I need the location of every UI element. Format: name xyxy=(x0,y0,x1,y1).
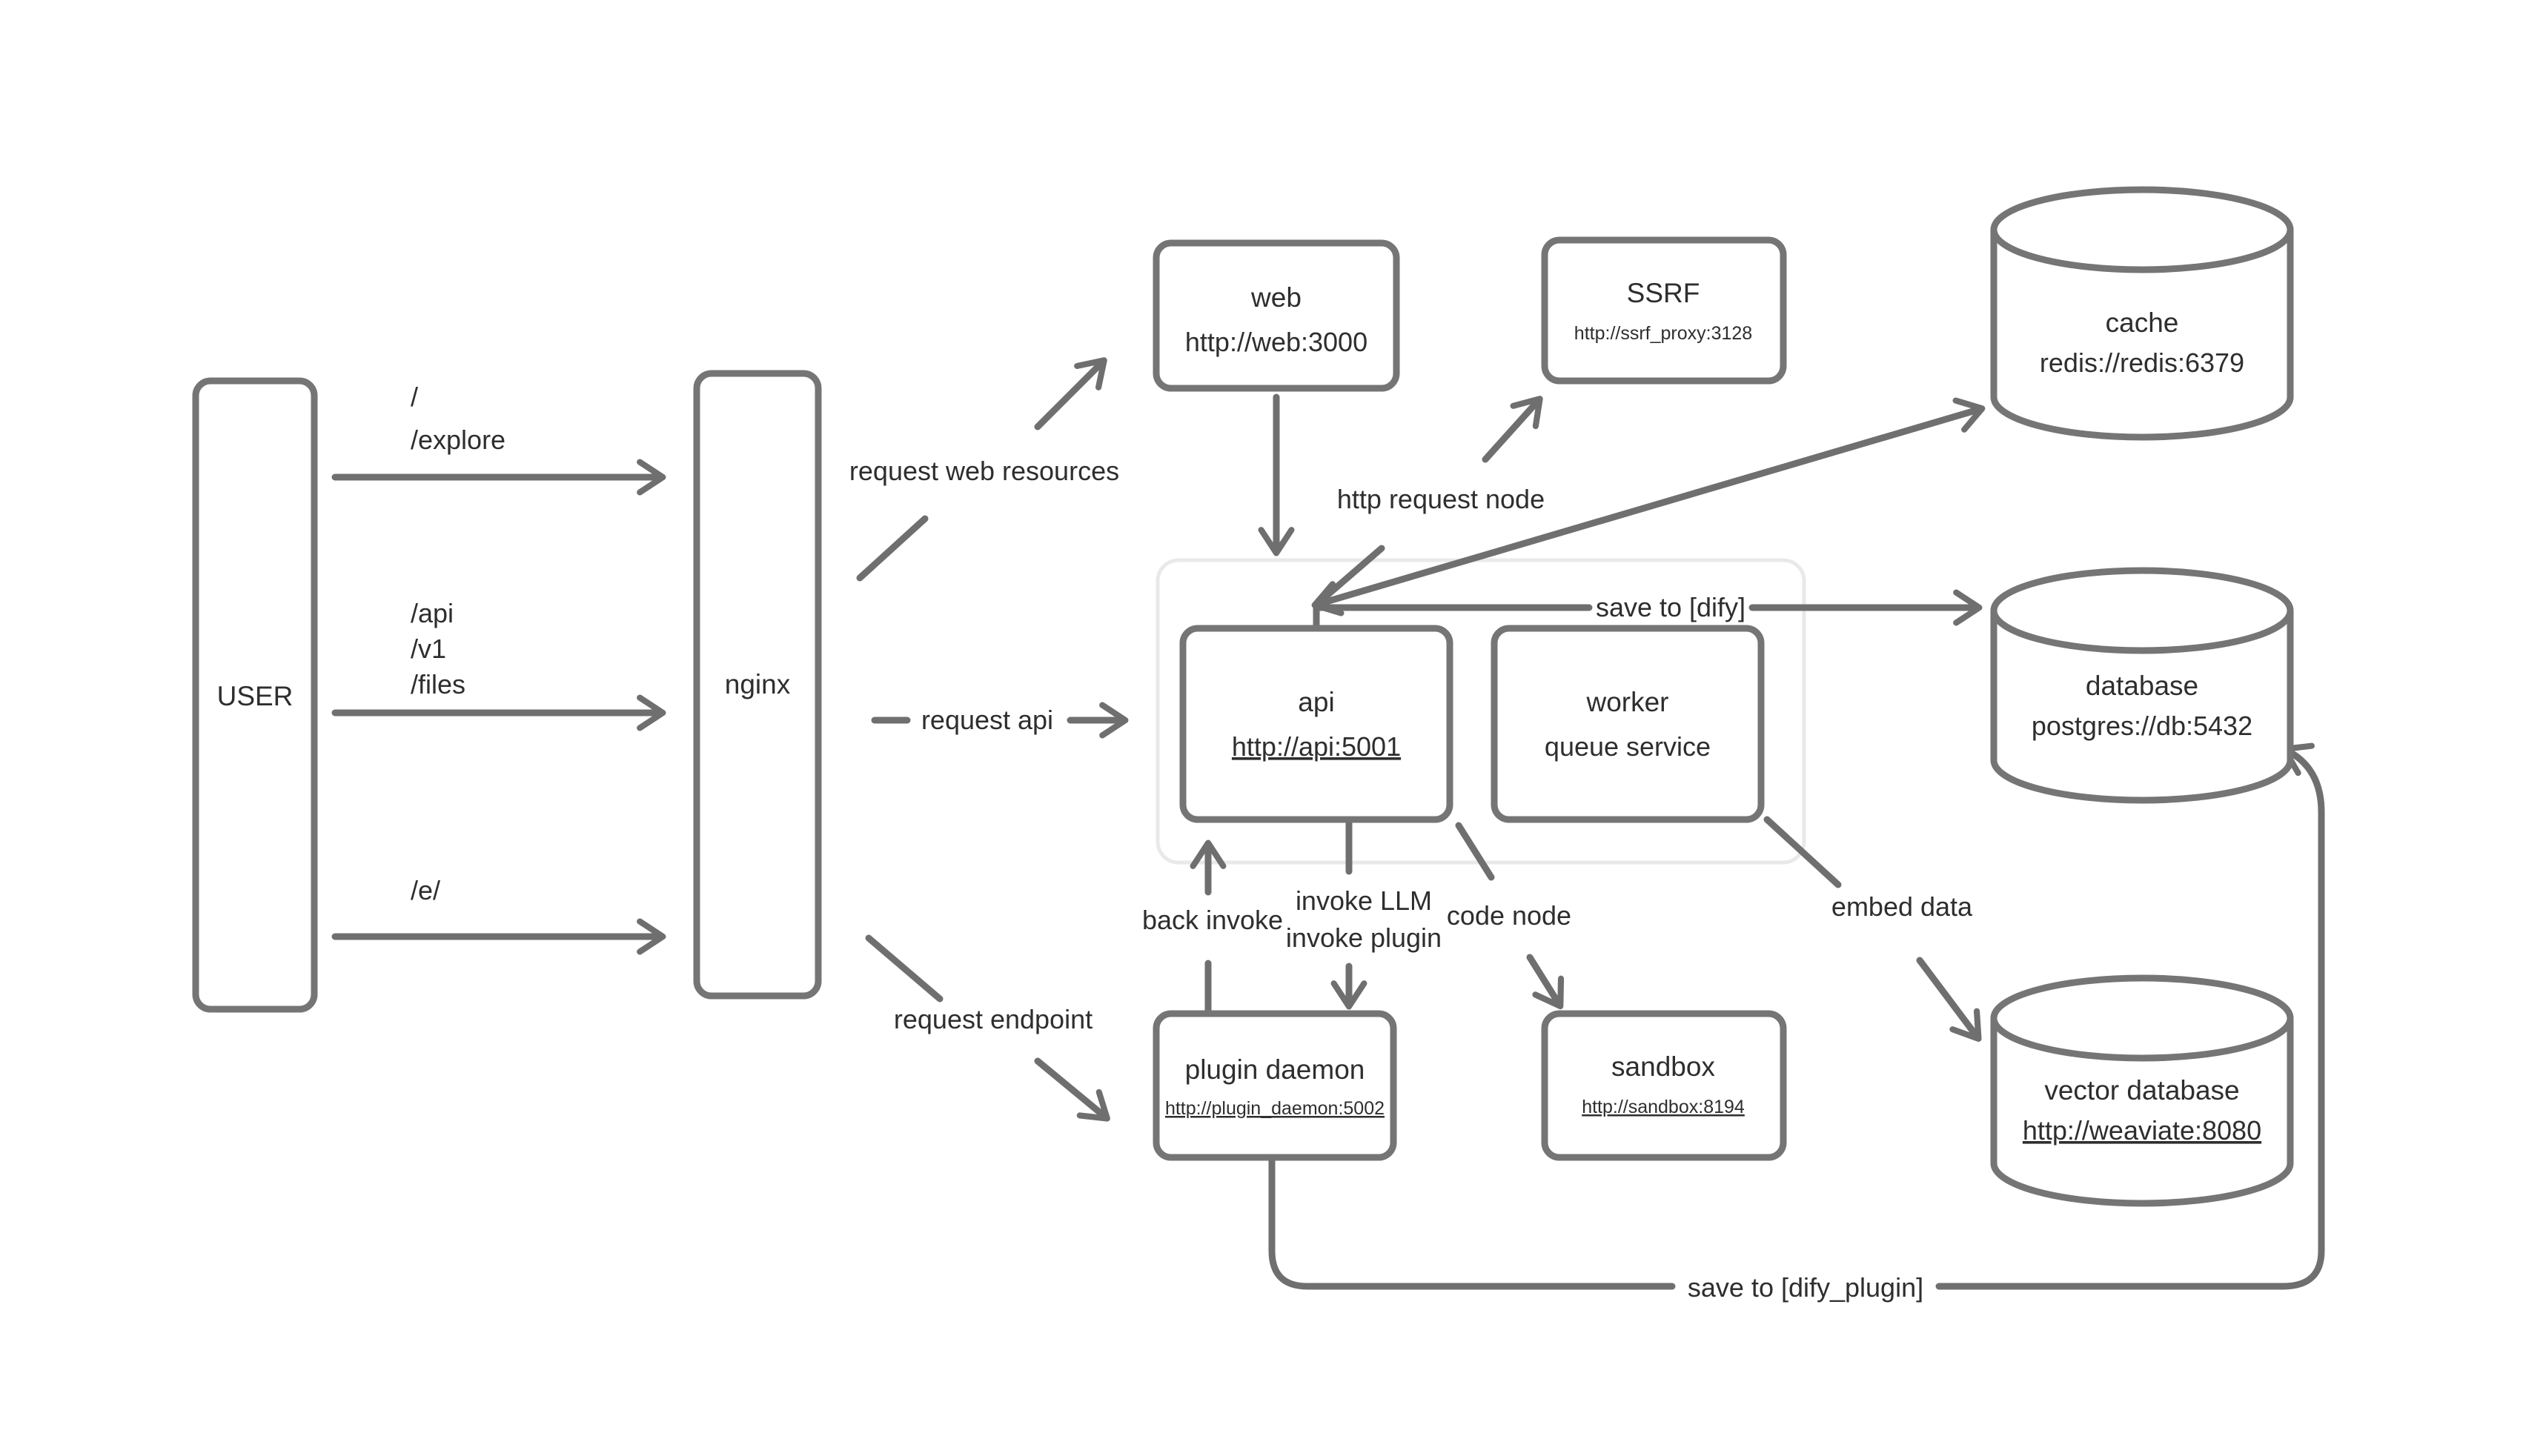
web-node xyxy=(1156,243,1396,388)
vector-database-title: vector database xyxy=(2044,1075,2240,1106)
database-title: database xyxy=(2085,671,2199,701)
label-request-web-resources: request web resources xyxy=(849,456,1120,486)
plugin-daemon-url: http://plugin_daemon:5002 xyxy=(1164,1098,1385,1119)
ssrf-url: http://ssrf_proxy:3128 xyxy=(1574,323,1753,344)
web-url: http://web:3000 xyxy=(1184,327,1368,357)
sandbox-title: sandbox xyxy=(1611,1051,1715,1082)
ssrf-title: SSRF xyxy=(1626,278,1700,308)
cache-url: redis://redis:6379 xyxy=(2039,348,2245,378)
worker-title: worker xyxy=(1586,687,1669,717)
arrow-code-node-seg2 xyxy=(1530,957,1559,1005)
worker-node xyxy=(1494,628,1761,820)
api-node xyxy=(1183,628,1450,820)
label-invoke-plugin: invoke plugin xyxy=(1285,923,1442,953)
label-invoke-llm: invoke LLM xyxy=(1295,885,1433,916)
ssrf-node xyxy=(1545,240,1783,381)
label-route-e: /e/ xyxy=(411,875,441,905)
arrow-request-web-seg2 xyxy=(1038,362,1103,427)
label-code-node: code node xyxy=(1446,900,1572,931)
label-route-files: /files xyxy=(411,669,466,699)
arrow-request-endpoint-seg2 xyxy=(1038,1061,1106,1117)
label-save-to-dify-plugin: save to [dify_plugin] xyxy=(1687,1272,1924,1303)
database-url: postgres://db:5432 xyxy=(2031,711,2253,741)
arrow-http-request-seg2 xyxy=(1485,400,1539,459)
arrow-embed-seg2 xyxy=(1920,960,1977,1037)
plugin-daemon-title: plugin daemon xyxy=(1184,1054,1365,1085)
arrow-request-endpoint-seg1 xyxy=(869,938,940,999)
label-route-explore: /explore xyxy=(411,425,506,455)
label-embed-data: embed data xyxy=(1831,891,1973,922)
arrow-request-web-seg1 xyxy=(860,519,925,578)
database-cylinder xyxy=(1994,571,2290,800)
database-cylinder-top xyxy=(1994,571,2290,651)
web-title: web xyxy=(1251,282,1302,313)
label-route-v1: /v1 xyxy=(411,634,447,664)
label-route-api: /api xyxy=(411,598,454,628)
user-label: USER xyxy=(216,681,294,711)
cache-cylinder-top xyxy=(1994,190,2290,270)
sandbox-node xyxy=(1545,1014,1783,1157)
vector-database-cylinder xyxy=(1994,978,2290,1203)
label-request-api: request api xyxy=(921,705,1054,735)
label-request-endpoint: request endpoint xyxy=(893,1004,1093,1034)
api-title: api xyxy=(1298,687,1335,717)
cache-title: cache xyxy=(2105,308,2179,338)
worker-subtitle: queue service xyxy=(1544,731,1711,762)
nginx-label: nginx xyxy=(724,669,791,699)
api-url: http://api:5001 xyxy=(1231,731,1402,762)
label-http-request-node: http request node xyxy=(1336,484,1545,514)
cache-cylinder xyxy=(1994,190,2290,437)
sandbox-url: http://sandbox:8194 xyxy=(1582,1097,1745,1117)
label-route-root: / xyxy=(411,382,419,412)
nodes xyxy=(196,190,2290,1203)
plugin-daemon-node xyxy=(1156,1014,1393,1157)
label-back-invoke: back invoke xyxy=(1141,905,1284,935)
label-save-to-dify: save to [dify] xyxy=(1595,592,1746,622)
arrow-save-dify-plugin-seg1 xyxy=(1272,1157,1672,1286)
vector-database-cylinder-top xyxy=(1994,978,2290,1058)
vector-database-url: http://weaviate:8080 xyxy=(2022,1115,2262,1146)
